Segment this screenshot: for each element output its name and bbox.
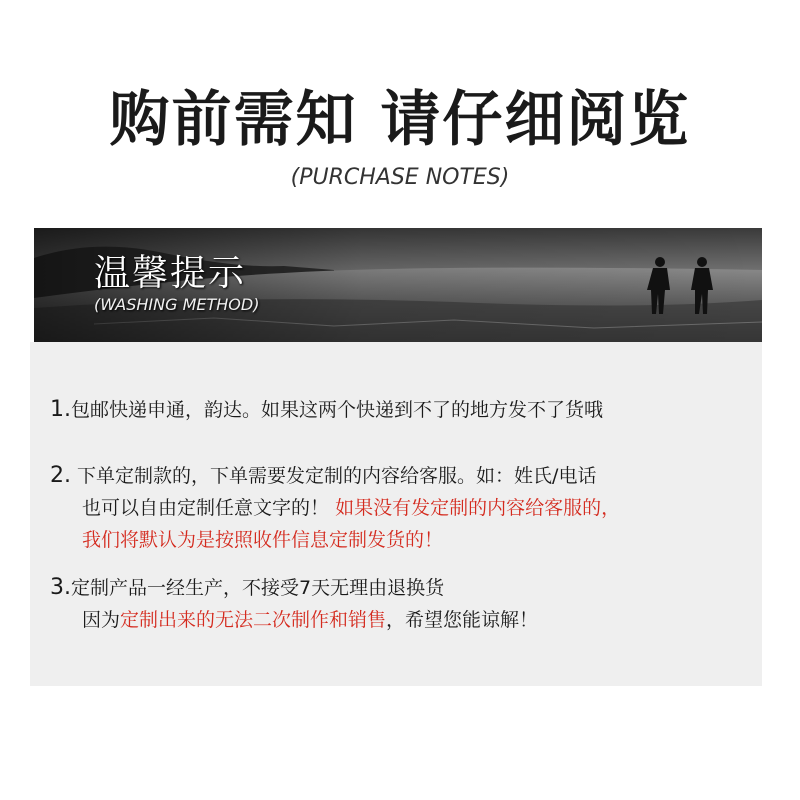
note-number: 3.	[50, 575, 71, 600]
notes-panel	[30, 342, 762, 686]
note-item-2	[50, 460, 750, 556]
page-subtitle: (PURCHASE NOTES)	[290, 165, 510, 190]
banner-title: 温馨提示	[94, 253, 247, 294]
note-warning-text: 定制出来的无法二次制作和销售	[120, 609, 387, 631]
note-text: 包邮快递申通，韵达。如果这两个快递到不了的地方发不了货哦	[71, 399, 604, 421]
note-text: 下单定制款的，下单需要发定制的内容给客服。如：姓氏/电话	[77, 465, 597, 487]
note-number: 1.	[50, 397, 71, 422]
note-number: 2.	[50, 463, 71, 488]
note-text: 定制产品一经生产，不接受7天无理由退换货	[71, 577, 445, 599]
note-item-3	[50, 572, 750, 636]
page-title: 购前需知 请仔细阅览	[109, 85, 691, 155]
note-text: ，希望您能谅解！	[386, 609, 539, 631]
tips-banner	[34, 228, 762, 342]
note-text: 因为	[82, 609, 121, 631]
banner-subtitle: (WASHING METHOD)	[94, 295, 260, 314]
note-text: 也可以自由定制任意文字的！	[82, 497, 330, 519]
note-warning-text: 我们将默认为是按照收件信息定制发货的！	[82, 529, 444, 551]
note-warning-text: 如果没有发定制的内容给客服的，	[335, 497, 621, 519]
note-item-1	[50, 394, 750, 426]
